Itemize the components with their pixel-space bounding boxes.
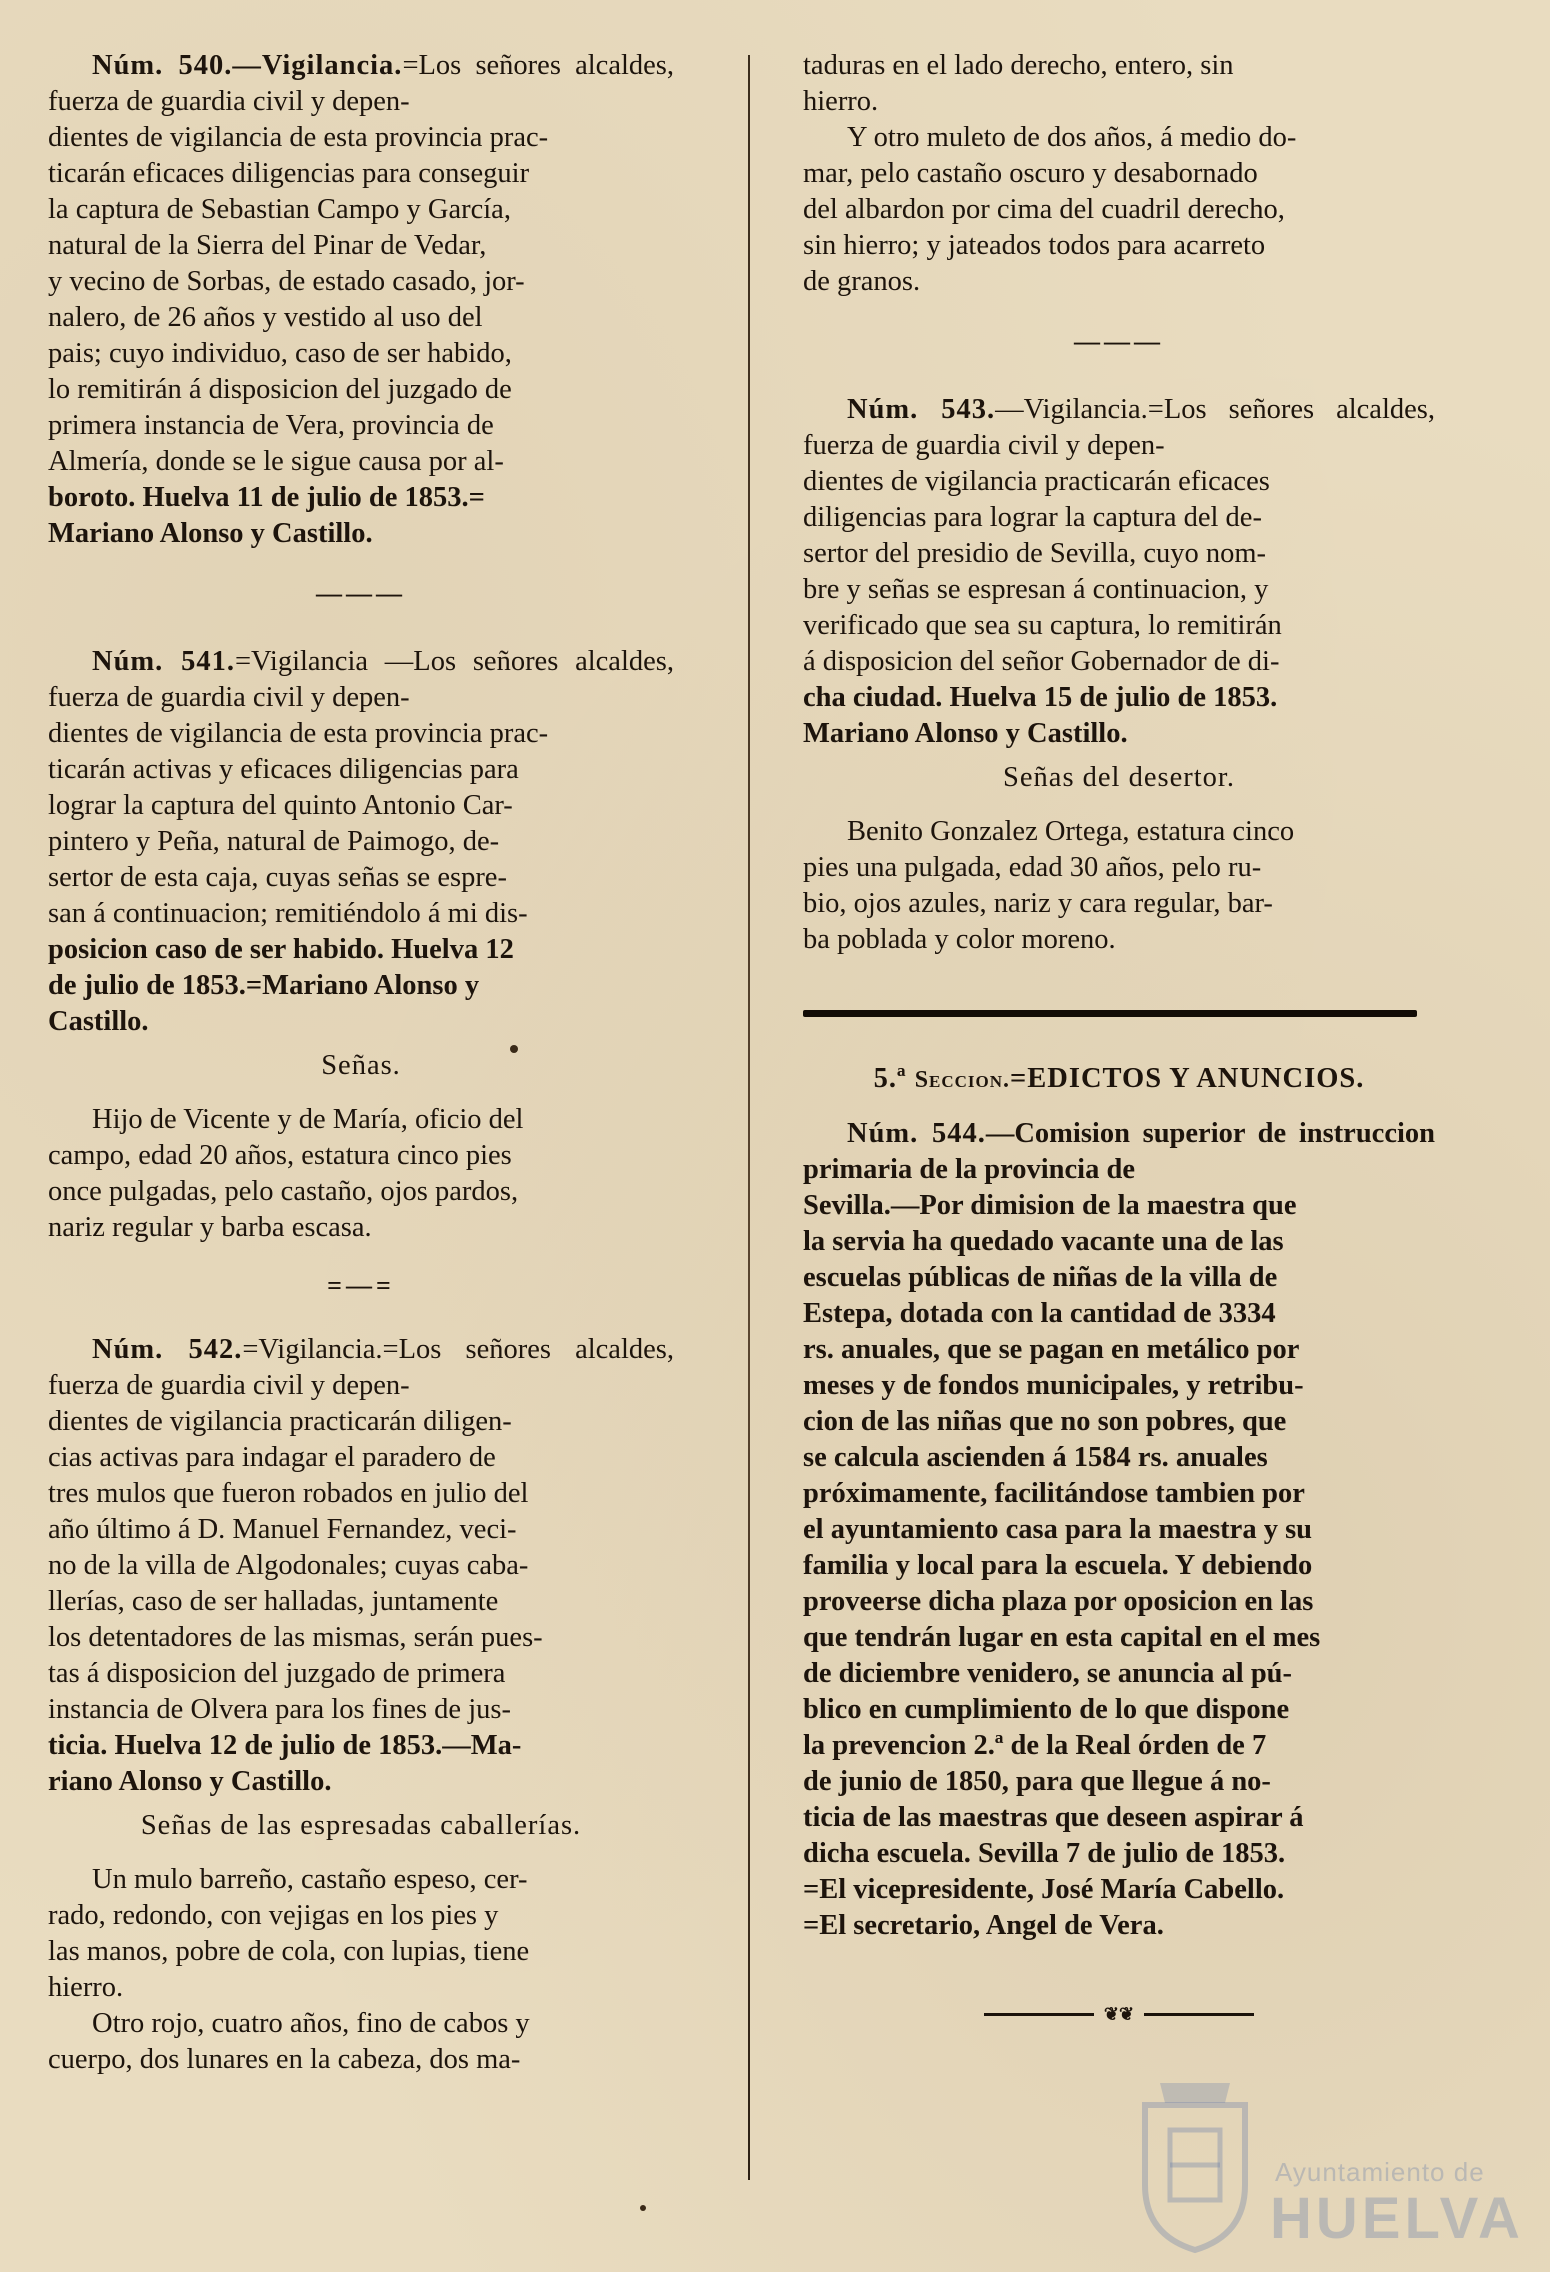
- notice-543-line: sertor del presidio de Sevilla, cuyo nom-: [803, 538, 1267, 569]
- notice-543-senas-line: ba poblada y color moreno.: [803, 924, 1116, 955]
- notice-542-line: instancia de Olvera para los fines de jus-: [48, 1694, 511, 1725]
- section-label: Seccion.: [914, 1067, 1011, 1093]
- notice-543: [803, 392, 1435, 958]
- notice-544-line: se calcula ascienden á 1584 rs. anuales: [803, 1442, 1268, 1473]
- separator-rule: =—=: [327, 1271, 395, 1300]
- notice-542-senas-line: las manos, pobre de cola, con lupias, tiene: [48, 1936, 530, 1967]
- notice-542-line: tas á disposicion del juzgado de primera: [48, 1658, 506, 1689]
- notice-540-line: primera instancia de Vera, provincia de: [48, 410, 494, 441]
- ink-spot: [510, 1045, 518, 1053]
- notice-543-line: á disposicion del señor Gobernador de di-: [803, 646, 1280, 677]
- notice-541-line: sertor de esta caja, cuyas señas se espre-: [48, 862, 507, 893]
- right-column: [803, 48, 1435, 2024]
- notice-542-line: cias activas para indagar el paradero de: [48, 1442, 496, 1473]
- notice-544-line: próximamente, facilitándose tambien por: [803, 1478, 1305, 1509]
- notice-541-line: san á continuacion; remitiéndolo á mi dis-: [48, 898, 528, 929]
- notice-544-line: el ayuntamiento casa para la maestra y su: [803, 1514, 1313, 1545]
- notice-541: [48, 644, 674, 1246]
- notice-544-line: proveerse dicha plaza por oposicion en las: [803, 1586, 1314, 1617]
- notice-541-senas-line: Hijo de Vicente y de María, oficio del: [92, 1104, 524, 1135]
- notice-541-line: lograr la captura del quinto Antonio Car-: [48, 790, 513, 821]
- notice-542-line-1: Núm. 542.=Vigilancia.=Los señores alcaldes, fuerza de guardia civil y depen-: [48, 1334, 674, 1401]
- notice-544-signature: =El secretario, Angel de Vera.: [803, 1910, 1164, 1941]
- separator-rule: ———: [1074, 327, 1164, 356]
- notice-544-line: meses y de fondos municipales, y retribu-: [803, 1370, 1304, 1401]
- section-number: 5.ª: [873, 1063, 907, 1094]
- notice-541-line: pintero y Peña, natural de Paimogo, de-: [48, 826, 500, 857]
- notice-544-line: de diciembre venidero, se anuncia al pú-: [803, 1658, 1293, 1689]
- notice-542-senas-line: Un mulo barreño, castaño espeso, cer-: [92, 1864, 528, 1895]
- notice-540-line: pais; cuyo individuo, caso de ser habido,: [48, 338, 512, 369]
- notice-542-senas-title: Señas de las espresadas caballerías.: [140, 1810, 582, 1841]
- coat-of-arms-icon: [1130, 2075, 1260, 2255]
- continued-line: taduras en el lado derecho, entero, sin: [803, 50, 1234, 81]
- notice-543-signature: Mariano Alonso y Castillo.: [803, 718, 1128, 749]
- notice-544-line: escuelas públicas de niñas de la villa de: [803, 1262, 1278, 1293]
- notice-542-line: llerías, caso de ser halladas, juntamente: [48, 1586, 499, 1617]
- notice-544-line: familia y local para la escuela. Y debiendo: [803, 1550, 1313, 1581]
- mule-description-line: mar, pelo castaño oscuro y desabornado: [803, 158, 1258, 189]
- notice-543-line: dientes de vigilancia practicarán eficaces: [803, 466, 1270, 497]
- notice-544-line: rs. anuales, que se pagan en metálico por: [803, 1334, 1300, 1365]
- archive-watermark: [1130, 2075, 1530, 2265]
- notice-540-line-1: Núm. 540.—Vigilancia.=Los señores alcaldes, fuerza de guardia civil y depen-: [48, 50, 674, 117]
- ornament-line: [984, 2013, 1094, 2016]
- notice-542-line: dientes de vigilancia practicarán diligen-: [48, 1406, 512, 1437]
- notice-541-signature: Castillo.: [48, 1006, 149, 1037]
- notice-544-line: blico en cumplimiento de lo que dispone: [803, 1694, 1290, 1725]
- notice-543-senas-line: bio, ojos azules, nariz y cara regular, bar-: [803, 888, 1273, 919]
- notice-543-number: Núm. 543.: [847, 394, 996, 425]
- ink-spot: [640, 2205, 646, 2211]
- watermark-subtitle: Ayuntamiento de: [1275, 2157, 1485, 2187]
- mule-description-line: Y otro muleto de dos años, á medio do-: [847, 122, 1297, 153]
- notice-541-line-1: Núm. 541.=Vigilancia —Los señores alcaldes, fuerza de guardia civil y depen-: [48, 646, 674, 713]
- notice-543-line-1: Núm. 543.—Vigilancia.=Los señores alcaldes, fuerza de guardia civil y depen-: [803, 394, 1435, 461]
- notice-543-senas-title: Señas del desertor.: [1003, 762, 1235, 793]
- notice-542-signature: riano Alonso y Castillo.: [48, 1766, 332, 1797]
- notice-544-line: cion de las niñas que no son pobres, que: [803, 1406, 1287, 1437]
- notice-543-line: bre y señas se espresan á continuacion, y: [803, 574, 1269, 605]
- notice-542-senas-line: rado, redondo, con vejigas en los pies y: [48, 1900, 499, 1931]
- notice-541-line: posicion caso de ser habido. Huelva 12: [48, 934, 514, 965]
- ornament-flourish-icon: ❦❦: [1103, 2004, 1135, 2024]
- notice-542-senas-line: hierro.: [48, 1972, 124, 2003]
- separator-rule: ———: [316, 579, 406, 608]
- notice-544-line: Estepa, dotada con la cantidad de 3334: [803, 1298, 1276, 1329]
- notice-544-line: la servia ha quedado vacante una de las: [803, 1226, 1284, 1257]
- notice-544: [803, 1116, 1435, 1944]
- notice-541-senas-line: campo, edad 20 años, estatura cinco pies: [48, 1140, 512, 1171]
- notice-544-line: Sevilla.—Por dimision de la maestra que: [803, 1190, 1297, 1221]
- notice-540-line: Almería, donde se le sigue causa por al-: [48, 446, 504, 477]
- watermark-title: HUELVA: [1270, 2186, 1524, 2251]
- notice-540-line: dientes de vigilancia de esta provincia prac-: [48, 122, 549, 153]
- notice-542-line: año último á D. Manuel Fernandez, veci-: [48, 1514, 517, 1545]
- notice-544-line: la prevencion 2.ª de la Real órden de 7: [803, 1730, 1267, 1761]
- section-rule: [803, 1010, 1417, 1017]
- notice-542-line: los detentadores de las mismas, serán pues-: [48, 1622, 543, 1653]
- notice-541-line: ticarán activas y eficaces diligencias para: [48, 754, 519, 785]
- notice-541-line: de julio de 1853.=Mariano Alonso y: [48, 970, 480, 1001]
- notice-542-senas-line: Otro rojo, cuatro años, fino de cabos y: [92, 2008, 530, 2039]
- notice-543-line: diligencias para lograr la captura del de-: [803, 502, 1262, 533]
- notice-541-line: dientes de vigilancia de esta provincia prac-: [48, 718, 549, 749]
- notice-540-line: ticarán eficaces diligencias para conseguir: [48, 158, 530, 189]
- notice-540-line: natural de la Sierra del Pinar de Vedar,: [48, 230, 487, 261]
- notice-542-line: no de la villa de Algodonales; cuyas caba-: [48, 1550, 529, 1581]
- notice-540-line: y vecino de Sorbas, de estado casado, jor-: [48, 266, 525, 297]
- end-ornament: [984, 2004, 1254, 2024]
- notice-544-line: de junio de 1850, para que llegue á no-: [803, 1766, 1271, 1797]
- notice-544-line: que tendrán lugar en esta capital en el mes: [803, 1622, 1321, 1653]
- notice-541-senas-title: Señas.: [321, 1050, 401, 1081]
- notice-540-number: Núm. 540.—Vigilancia.: [92, 50, 403, 81]
- notice-544-number: Núm. 544.: [847, 1118, 986, 1149]
- notice-542-continued: [803, 48, 1435, 300]
- mule-description-line: sin hierro; y jateados todos para acarreto: [803, 230, 1266, 261]
- notice-541-senas-line: once pulgadas, pelo castaño, ojos pardos,: [48, 1176, 519, 1207]
- notice-543-line: cha ciudad. Huelva 15 de julio de 1853.: [803, 682, 1278, 713]
- left-column: [48, 48, 674, 2078]
- notice-543-senas-line: pies una pulgada, edad 30 años, pelo ru-: [803, 852, 1262, 883]
- notice-540: [48, 48, 674, 552]
- mule-description-line: del albardon por cima del cuadril derecho,: [803, 194, 1285, 225]
- notice-541-senas-line: nariz regular y barba escasa.: [48, 1212, 372, 1243]
- notice-543-line: verificado que sea su captura, lo remitirán: [803, 610, 1282, 641]
- notice-540-line: boroto. Huelva 11 de julio de 1853.=: [48, 482, 485, 513]
- notice-544-line: dicha escuela. Sevilla 7 de julio de 1853.: [803, 1838, 1286, 1869]
- notice-540-signature: Mariano Alonso y Castillo.: [48, 518, 373, 549]
- notice-542-senas-line: cuerpo, dos lunares en la cabeza, dos ma-: [48, 2044, 521, 2075]
- section-title: =EDICTOS Y ANUNCIOS.: [1010, 1063, 1365, 1094]
- notice-544-signature: =El vicepresidente, José María Cabello.: [803, 1874, 1285, 1905]
- notice-543-senas-line: Benito Gonzalez Ortega, estatura cinco: [847, 816, 1295, 847]
- notice-542: [48, 1332, 674, 2078]
- ornament-line: [1144, 2013, 1254, 2016]
- notice-541-number: Núm. 541.: [92, 646, 235, 677]
- notice-544-line: ticia de las maestras que deseen aspirar á: [803, 1802, 1304, 1833]
- section-heading: [803, 1061, 1435, 1098]
- notice-540-line: la captura de Sebastian Campo y García,: [48, 194, 511, 225]
- notice-542-line: ticia. Huelva 12 de julio de 1853.—Ma-: [48, 1730, 522, 1761]
- notice-540-line: nalero, de 26 años y vestido al uso del: [48, 302, 483, 333]
- continued-line: hierro.: [803, 86, 879, 117]
- notice-544-line-1: Núm. 544.—Comision superior de instruccion primaria de la provincia de: [803, 1118, 1435, 1185]
- notice-540-line: lo remitirán á disposicion del juzgado de: [48, 374, 512, 405]
- notice-542-number: Núm. 542.: [92, 1334, 243, 1365]
- notice-542-line: tres mulos que fueron robados en julio del: [48, 1478, 529, 1509]
- column-divider: [748, 55, 750, 2180]
- mule-description-line: de granos.: [803, 266, 921, 297]
